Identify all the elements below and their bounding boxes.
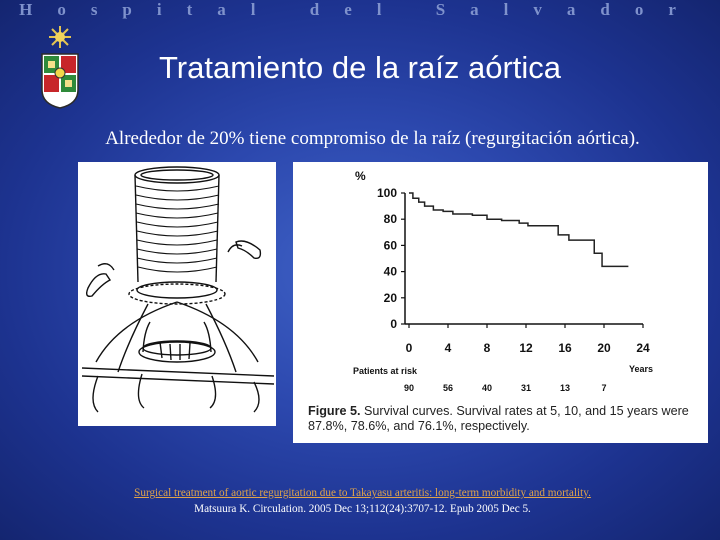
x-tick-label: 4 bbox=[444, 341, 452, 355]
risk-table-value: 40 bbox=[481, 383, 493, 393]
reference-citation: Matsuura K. Circulation. 2005 Dec 13;112(24):3707-12. Epub 2005 Dec 5. bbox=[194, 503, 531, 515]
y-axis-label: % bbox=[355, 169, 366, 183]
y-tick-label: 80 bbox=[383, 212, 397, 227]
x-tick-label: 24 bbox=[636, 341, 650, 355]
x-tick-label: 0 bbox=[405, 341, 413, 355]
survival-curve-chart bbox=[293, 162, 708, 443]
figure-caption bbox=[308, 404, 703, 434]
x-tick-label: 12 bbox=[519, 341, 533, 355]
risk-table-value: 90 bbox=[403, 383, 415, 393]
risk-table-label: Patients at risk bbox=[353, 366, 418, 376]
survival-chart-panel bbox=[293, 162, 708, 443]
y-tick-label: 60 bbox=[383, 238, 397, 253]
figure-caption-text: Survival curves. Survival rates at 5, 10, and 15 years were 87.8%, 78.6%, and 76.1%, respectively. bbox=[308, 404, 689, 433]
survival-curve-line bbox=[409, 193, 628, 266]
x-tick-label: 16 bbox=[558, 341, 572, 355]
risk-table-value: 56 bbox=[442, 383, 454, 393]
slide-subtitle: Alrededor de 20% tiene compromiso de la raíz (regurgitación aórtica). bbox=[105, 128, 640, 149]
reference-link[interactable]: Surgical treatment of aortic regurgitation due to Takayasu arteritis: long-term morbidity and mortality. bbox=[134, 487, 591, 499]
risk-table-value: 7 bbox=[601, 383, 607, 393]
x-tick-label: 8 bbox=[483, 341, 491, 355]
slide-title: Tratamiento de la raíz aórtica bbox=[158, 50, 562, 85]
y-tick-label: 40 bbox=[383, 264, 397, 279]
hospital-name-banner: Hospital del Salvador bbox=[19, 0, 701, 19]
risk-table-value: 31 bbox=[520, 383, 532, 393]
x-tick-label: 20 bbox=[597, 341, 611, 355]
figure-caption-label: Figure 5. bbox=[308, 404, 361, 418]
y-tick-label: 20 bbox=[383, 290, 397, 305]
y-tick-label: 100 bbox=[376, 186, 397, 200]
aortic-root-graft-drawing bbox=[78, 162, 276, 426]
y-tick-label: 0 bbox=[390, 317, 397, 331]
x-axis-label: Years bbox=[628, 364, 653, 374]
risk-table-value: 13 bbox=[559, 383, 571, 393]
